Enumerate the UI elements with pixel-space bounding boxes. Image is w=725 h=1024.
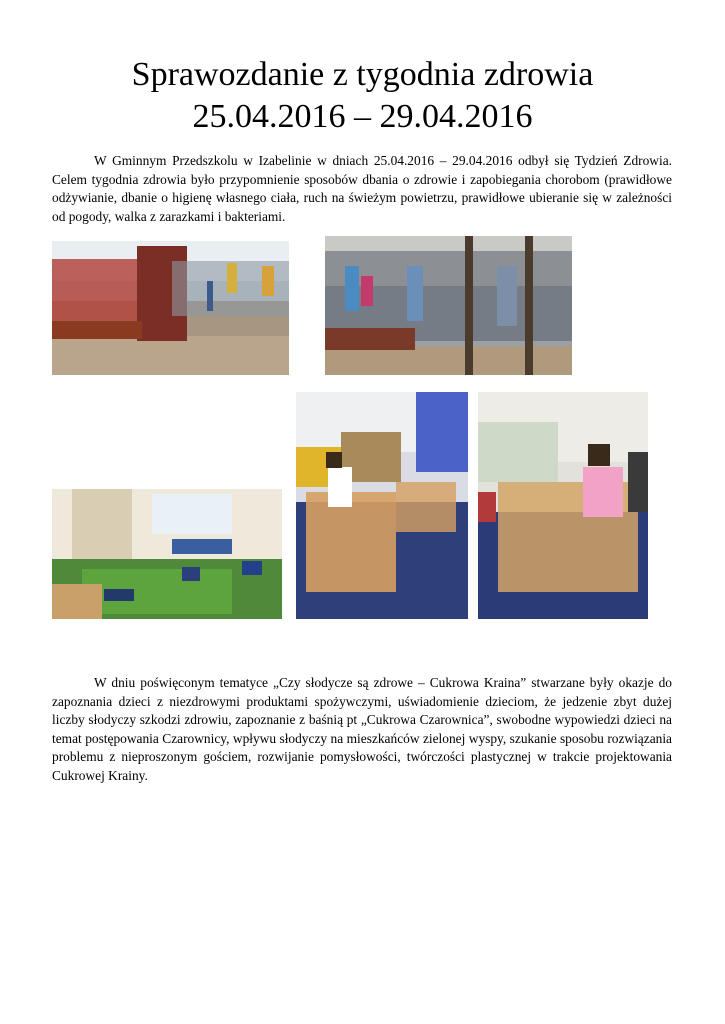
gym-hall-exercises-photo bbox=[52, 489, 282, 619]
sweets-day-paragraph bbox=[52, 674, 672, 785]
page-title-line-2: 25.04.2016 – 29.04.2016 bbox=[192, 98, 533, 135]
playground-rope-course-photo bbox=[52, 241, 289, 375]
sweets-day-paragraph-text: W dniu poświęconym tematyce „Czy słodycze są zdrowe – Cukrowa Kraina” stwarzane były okazje do zapoznania dzieci z niezdrowymi produktami spożywczymi, uświadomienie dzieciom, że jedzenie zbyt dużej liczby słodyczy szkodzi zdrowiu, zapoznanie z baśnią pt „Cukrowa Czarownica”, swobodne wypowiedzi dzieci na temat postępowania Czarownicy, wpływu słodyczy na mieszkańców zielonej wyspy, szukanie sposobu rozwiązania problemu z nieproszonym gościem, rozwijanie pomysłowości, twórczości plastycznej w trakcie projektowania Cukrowej Krainy. bbox=[52, 675, 672, 783]
classroom-climbing-ladder-photo bbox=[296, 392, 468, 619]
intro-paragraph bbox=[52, 152, 672, 226]
classroom-balance-beam-photo bbox=[478, 392, 648, 619]
intro-paragraph-text: W Gminnym Przedszkolu w Izabelinie w dniach 25.04.2016 – 29.04.2016 odbył się Tydzień Zdrowia. Celem tygodnia zdrowia było przypomnienie sposobów dbania o zdrowie i zapobiegania chorobom (prawidłowe odżywianie, dbanie o higienę własnego ciała, ruch na świeżym powietrzu, prawidłowe ubieranie się w zależności od pogody, walka z zarazkami i bakteriami. bbox=[52, 153, 672, 224]
rope-net-climbing-photo bbox=[325, 236, 572, 375]
page-title-line-1: Sprawozdanie z tygodnia zdrowia bbox=[131, 56, 594, 93]
